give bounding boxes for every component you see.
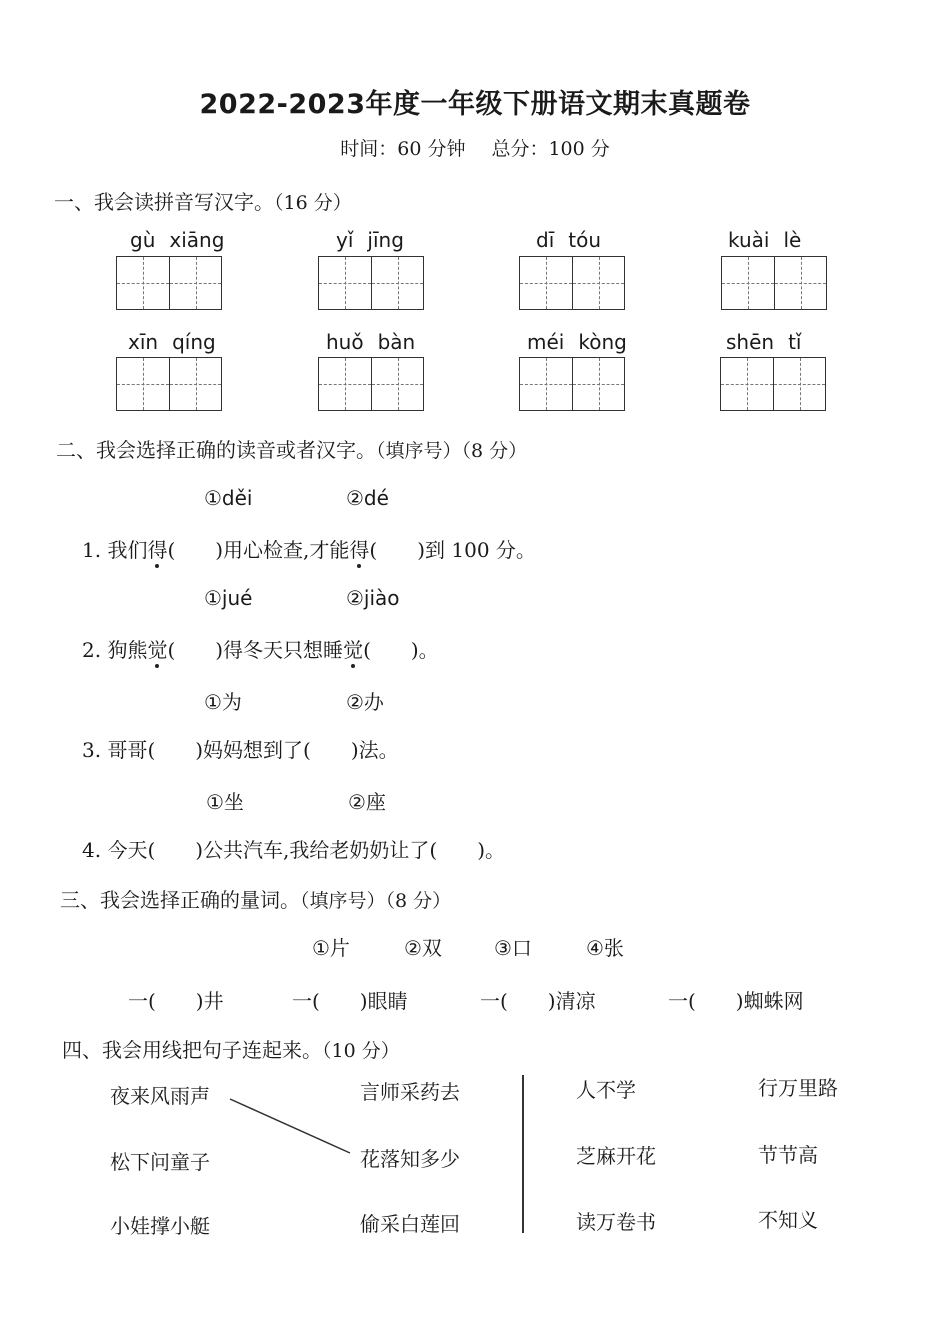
section-points: （16 分） bbox=[274, 192, 352, 214]
section-points: （10 分） bbox=[322, 1040, 400, 1062]
question-3: 3. 哥哥( )妈妈想到了( )法。 bbox=[82, 738, 399, 762]
option-1: ①děi bbox=[204, 486, 253, 510]
match-item-left[interactable]: 读万卷书 bbox=[576, 1210, 656, 1234]
pinyin-label: xīn qíng bbox=[128, 330, 216, 354]
pinyin-label: shēn tǐ bbox=[726, 330, 802, 354]
match-item-left[interactable]: 人不学 bbox=[576, 1078, 636, 1102]
measure-option: ③口 bbox=[494, 936, 532, 960]
section-points: （填序号）（8 分） bbox=[300, 890, 452, 912]
option-2: ②dé bbox=[346, 486, 389, 510]
question-2: 2. 狗熊觉( )得冬天只想睡觉( )。 bbox=[82, 638, 439, 662]
exam-time: 时间：60 分钟 bbox=[340, 138, 466, 160]
pinyin-label: dī tóu bbox=[536, 228, 602, 252]
match-item-left[interactable]: 夜来风雨声 bbox=[110, 1084, 210, 1108]
pinyin-label: yǐ jīng bbox=[336, 228, 404, 252]
question-4: 4. 今天( )公共汽车,我给老奶奶让了( )。 bbox=[82, 838, 506, 862]
measure-blank[interactable]: 一( )蜘蛛网 bbox=[668, 989, 804, 1013]
question-1: 1. 我们得( )用心检查,才能得( )到 100 分。 bbox=[82, 538, 536, 562]
match-item-right[interactable]: 不知义 bbox=[758, 1208, 818, 1232]
section-title: 一、我会读拼音写汉字。 bbox=[54, 190, 274, 214]
column-divider bbox=[522, 1075, 524, 1233]
option-2: ②座 bbox=[348, 790, 386, 814]
option-2: ②办 bbox=[346, 690, 384, 714]
match-item-right[interactable]: 节节高 bbox=[758, 1143, 818, 1167]
answer-blank[interactable]: ( )得冬天只想睡 bbox=[167, 638, 344, 662]
exam-score: 总分：100 分 bbox=[491, 138, 610, 160]
pinyin-label: kuài lè bbox=[728, 228, 802, 252]
option-1: ①坐 bbox=[206, 790, 244, 814]
match-item-right[interactable]: 花落知多少 bbox=[360, 1147, 460, 1171]
section-points: （填序号）（8 分） bbox=[376, 440, 528, 462]
measure-option: ④张 bbox=[586, 936, 624, 960]
measure-blank[interactable]: 一( )清凉 bbox=[480, 989, 596, 1013]
pinyin-label: huǒ bàn bbox=[326, 330, 416, 354]
match-item-left[interactable]: 小娃撑小艇 bbox=[110, 1214, 210, 1238]
section-title: 三、我会选择正确的量词。 bbox=[60, 888, 300, 912]
measure-option: ②双 bbox=[404, 936, 442, 960]
match-item-right[interactable]: 言师采药去 bbox=[360, 1080, 460, 1104]
section-title: 二、我会选择正确的读音或者汉字。 bbox=[56, 438, 376, 462]
match-item-left[interactable]: 松下问童子 bbox=[110, 1150, 210, 1174]
option-1: ①jué bbox=[204, 586, 253, 610]
pinyin-label: gù xiāng bbox=[130, 228, 225, 252]
answer-blank[interactable]: ( )用心检查,才能 bbox=[167, 538, 350, 562]
answer-blank[interactable]: 今天( )公共汽车,我给老奶奶让了( )。 bbox=[107, 838, 506, 862]
option-1: ①为 bbox=[204, 690, 242, 714]
answer-blank[interactable]: 哥哥( )妈妈想到了( )法。 bbox=[107, 738, 399, 762]
page-title: 2022-2023年度一年级下册语文期末真题卷 bbox=[199, 89, 751, 120]
section-title: 四、我会用线把句子连起来。 bbox=[62, 1038, 322, 1062]
measure-option: ①片 bbox=[312, 936, 350, 960]
measure-blank[interactable]: 一( )眼睛 bbox=[292, 989, 408, 1013]
measure-blank[interactable]: 一( )井 bbox=[128, 989, 224, 1013]
match-item-right[interactable]: 行万里路 bbox=[758, 1076, 838, 1100]
option-2: ②jiào bbox=[346, 586, 400, 610]
match-item-right[interactable]: 偷采白莲回 bbox=[360, 1212, 460, 1236]
pinyin-label: méi kòng bbox=[527, 330, 627, 354]
match-item-left[interactable]: 芝麻开花 bbox=[576, 1144, 656, 1168]
